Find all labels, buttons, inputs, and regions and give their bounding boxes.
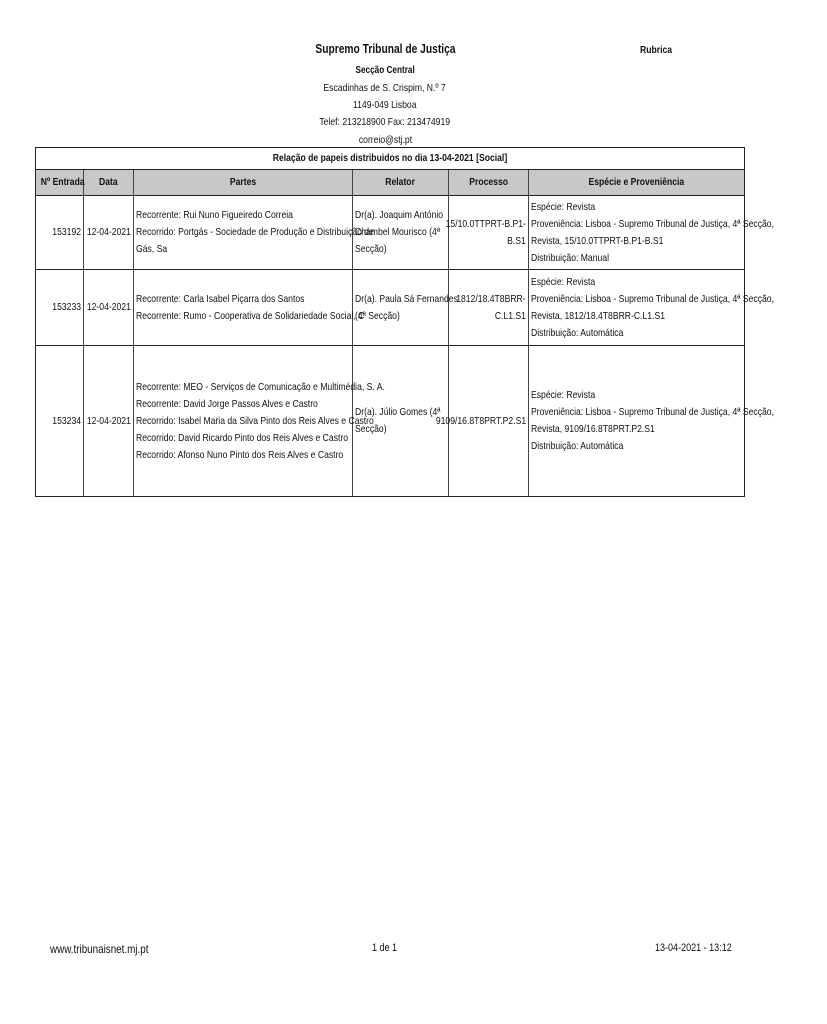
column-header-especie: Espécie e Proveniência bbox=[588, 176, 684, 188]
footer-datetime: 13-04-2021 - 13:12 bbox=[655, 942, 732, 954]
cell-especie: Espécie: Revista Proveniência: Lisboa - Supremo Tribunal de Justiça, 4ª Secção, Revista, 9109/16.8T8PRT.P2.S1 Distribuição: Automática bbox=[531, 389, 774, 452]
cell-data: 12-04-2021 bbox=[84, 270, 134, 345]
rubrica-label: Rubrica bbox=[640, 44, 673, 56]
column-header-processo: Processo bbox=[449, 170, 529, 195]
section-name: Secção Central bbox=[355, 65, 415, 76]
cell-partes: Recorrente: Rui Nuno Figueiredo Correia Recorrido: Portgás - Sociedade de Produção e Distribuição de Gás, Sa bbox=[134, 196, 353, 269]
cell-processo: 9109/16.8T8PRT.P2.S1 bbox=[449, 346, 529, 496]
cell-processo: 1812/18.4T8BRR- C.L1.S1 bbox=[449, 270, 529, 345]
address-line-1: Escadinhas de S. Crispim, N.º 7 bbox=[323, 82, 447, 94]
cell-entrada: 153234 bbox=[36, 346, 84, 496]
cell-data: 12-04-2021 bbox=[84, 346, 134, 496]
cell-relator: Dr(a). Joaquim António Chambel Mourisco (4ª Secção) bbox=[353, 196, 449, 269]
phone-fax: Telef: 213218900 Fax: 213474919 bbox=[319, 116, 451, 128]
cell-especie: Espécie: Revista Proveniência: Lisboa - Supremo Tribunal de Justiça, 4ª Secção, Revista, 1812/18.4T8BRR-C.L1.S1 Distribuição: Automática bbox=[531, 275, 774, 339]
cell-especie: Espécie: Revista Proveniência: Lisboa - Supremo Tribunal de Justiça, 4ª Secção, Revista, 15/10.0TTPRT-B.P1-B.S1 Distribuição: Manual bbox=[531, 200, 774, 264]
cell-relator: Dr(a). Paula Sá Fernandes (4ª Secção) bbox=[353, 270, 449, 345]
address-line-2: 1149-049 Lisboa bbox=[353, 99, 417, 111]
cell-relator: Dr(a). Júlio Gomes (4ª Secção) bbox=[353, 346, 449, 496]
page-title: Supremo Tribunal de Justiça bbox=[314, 42, 456, 56]
column-header-relator: Relator bbox=[353, 170, 449, 195]
column-header-entrada: Nº Entrada bbox=[36, 170, 84, 195]
table-header-row bbox=[36, 170, 744, 196]
table-row bbox=[36, 270, 774, 346]
cell-data: 12-04-2021 bbox=[84, 196, 134, 269]
distribution-table bbox=[35, 147, 774, 497]
column-header-data: Data bbox=[84, 170, 134, 195]
cell-processo: 15/10.0TTPRT-B.P1- B.S1 bbox=[449, 196, 529, 269]
table-caption: Relação de papeis distribuidos no dia 13-04-2021 [Social] bbox=[36, 148, 744, 170]
column-header-partes: Partes bbox=[134, 170, 353, 195]
cell-entrada: 153233 bbox=[36, 270, 84, 345]
email-address: correio@stj.pt bbox=[358, 134, 412, 146]
footer-page-number: 1 de 1 bbox=[372, 942, 398, 954]
cell-partes: Recorrente: MEO - Serviços de Comunicação e Multimédia, S. A. Recorrente: David Jorge Passos Alves e Castro Recorrido: Isabel Maria da Silva Pinto dos Reis Alves e Castro Recorrido: David Ricardo Pinto dos Reis Alves e Castro Recorrido: Afonso Nuno Pinto dos Reis Alves e Castro bbox=[134, 346, 353, 496]
table-row bbox=[36, 196, 774, 270]
cell-partes: Recorrente: Carla Isabel Piçarra dos Santos Recorrente: Rumo - Cooperativa de Solidariedade Social, C bbox=[134, 270, 353, 345]
cell-entrada: 153192 bbox=[36, 196, 84, 269]
table-row bbox=[36, 346, 774, 496]
footer-website: www.tribunaisnet.mj.pt bbox=[50, 942, 149, 956]
